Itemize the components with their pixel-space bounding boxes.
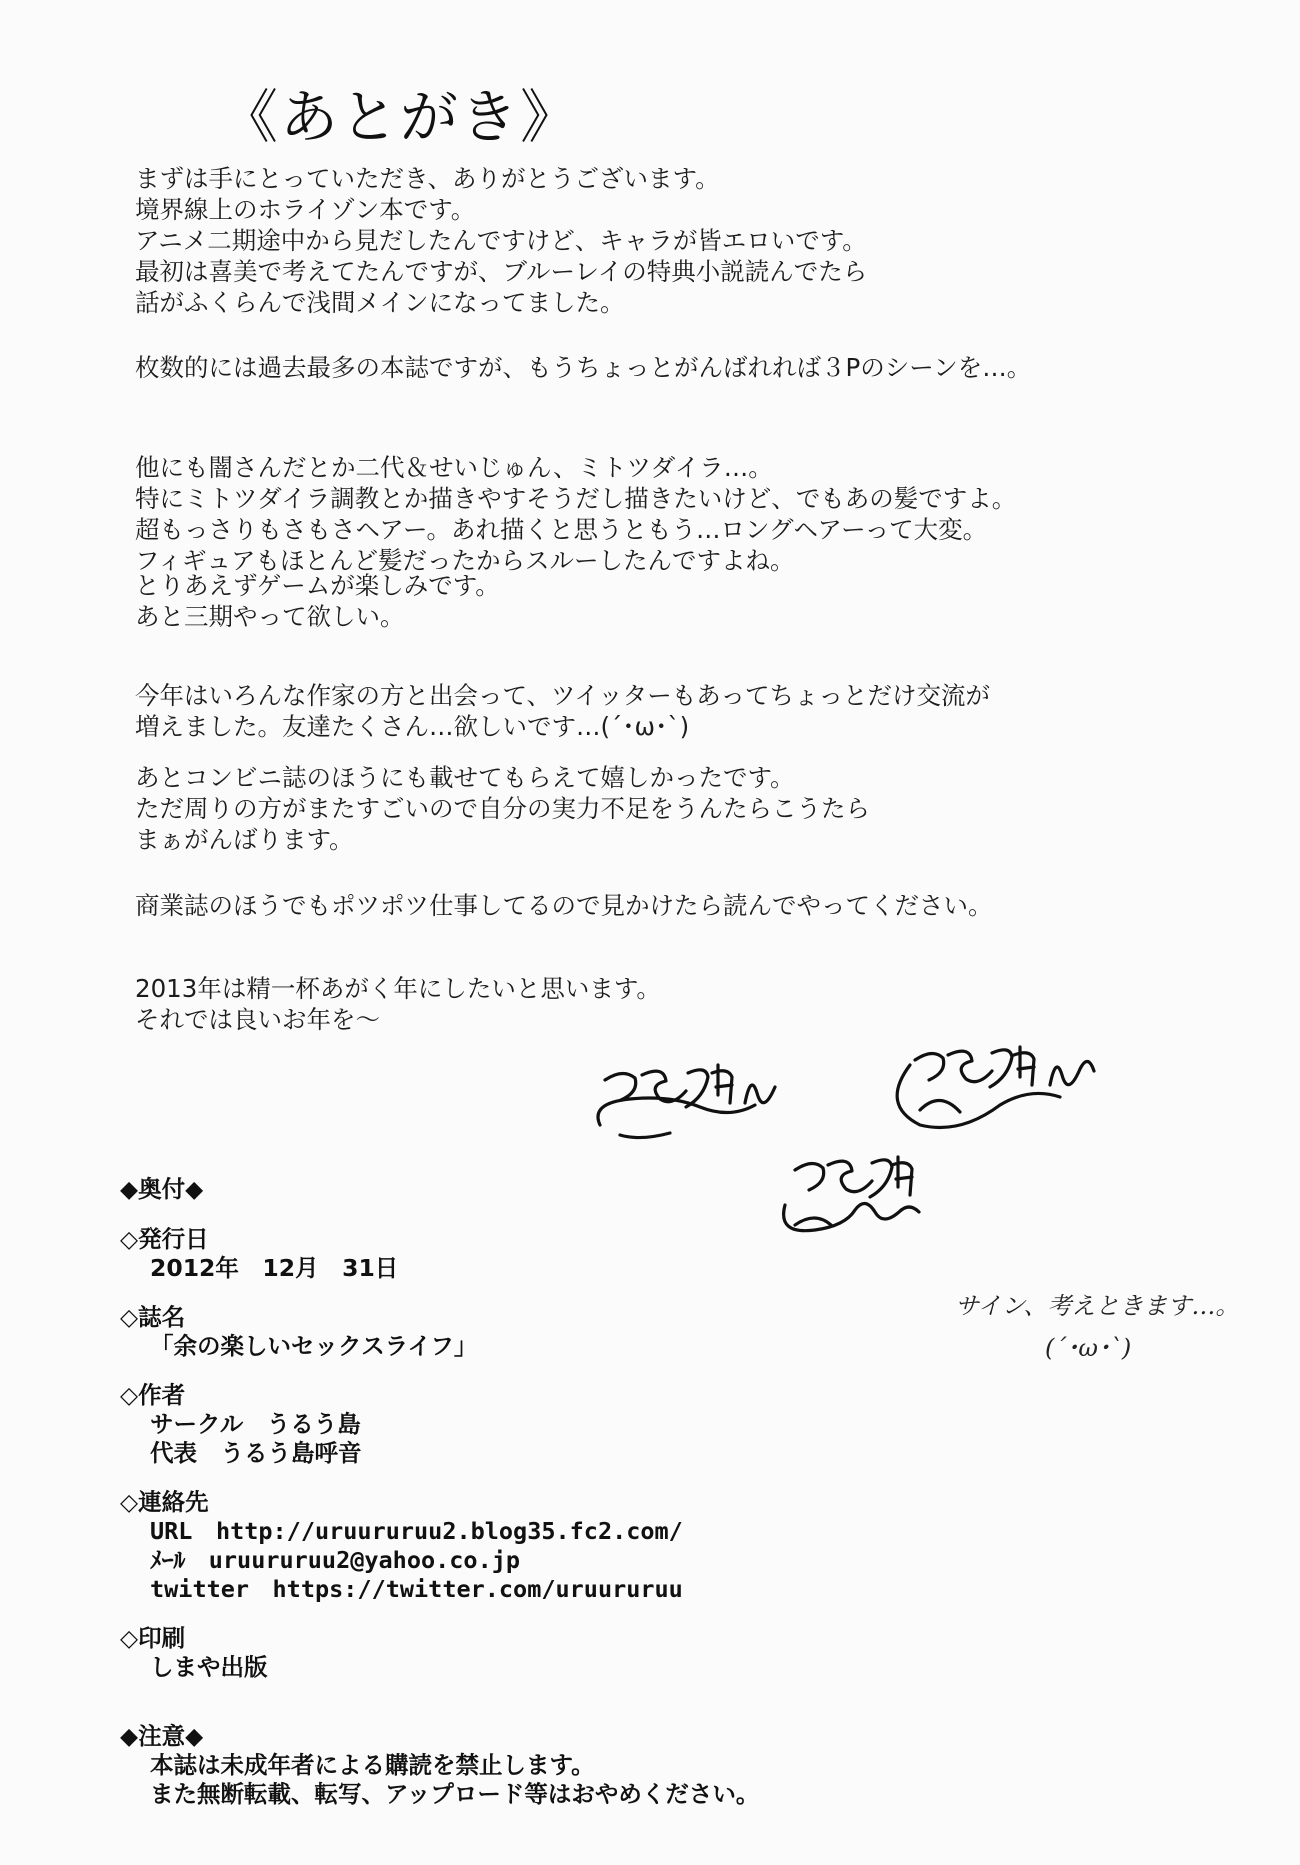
text-line: 超もっさりもさもさヘアー。あれ描くと思うともう…ロングヘアーって大変。 <box>135 515 988 544</box>
text-line: ただ周りの方がまたすごいので自分の実力不足をうんたらこうたら <box>135 794 870 823</box>
note-text: サイン、考えときます…。 <box>955 1292 1240 1320</box>
paragraph-game <box>135 570 500 632</box>
text-line: 商業誌のほうでもポツポツ仕事してるので見かけたら読んでやってください。 <box>135 891 993 920</box>
signature-scribble <box>598 1065 775 1138</box>
text-line: あと三期やって欲しい。 <box>135 602 405 631</box>
colophon <box>120 1175 759 1809</box>
text-line: とりあえずゲームが楽しみです。 <box>135 571 500 600</box>
text-line: あとコンビニ誌のほうにも載せてもらえて嬉しかったです。 <box>135 763 795 792</box>
contact-label: ◇連絡先 <box>120 1488 209 1516</box>
text-line: 他にも闇さんだとか二代＆せいじゅん、ミトツダイラ…。 <box>135 453 773 482</box>
text-line: 2013年は精一杯あがく年にしたいと思います。 <box>135 974 661 1003</box>
signature-scribble <box>784 1157 919 1231</box>
text-line: アニメ二期途中から見だしたんですけど、キャラが皆エロいです。 <box>135 226 867 255</box>
title-label: ◇誌名 <box>120 1303 186 1331</box>
text-line: 今年はいろんな作家の方と出会って、ツイッターもあってちょっとだけ交流が <box>135 681 991 710</box>
note-face: (´･ω･`) <box>1045 1334 1132 1362</box>
print-value: しまや出版 <box>150 1653 268 1681</box>
paragraph-characters <box>135 452 1016 576</box>
paragraph-pages <box>135 352 1031 383</box>
text-line: 話がふくらんで浅間メインになってました。 <box>135 288 625 317</box>
contact-mail: ﾒｰﾙ uruururuu2@yahoo.co.jp <box>150 1546 521 1574</box>
date-value: 2012年 12月 31日 <box>150 1254 399 1282</box>
text-line: まぁがんばります。 <box>135 825 354 854</box>
contact-twitter: twitter https://twitter.com/uruururuu <box>150 1575 683 1603</box>
contact-url: URL http://uruururuu2.blog35.fc2.com/ <box>150 1517 683 1545</box>
print-label: ◇印刷 <box>120 1624 186 1652</box>
title-value: 「余の楽しいセックスライフ」 <box>150 1332 478 1360</box>
text-line: 枚数的には過去最多の本誌ですが、もうちょっとがんばれれば３Pのシーンを…。 <box>135 353 1032 382</box>
text-line: 境界線上のホライゾン本です。 <box>135 195 476 224</box>
text-line: それでは良いお年を～ <box>135 1005 380 1034</box>
afterword-title: 《あとがき》 <box>220 83 581 151</box>
paragraph-friends <box>135 680 990 742</box>
text-line: 増えました。友達たくさん…欲しいです…(´･ω･`) <box>135 712 690 741</box>
notice-line: 本誌は未成年者による購読を禁止します。 <box>150 1751 595 1779</box>
paragraph-intro <box>135 163 867 318</box>
author-label: ◇作者 <box>120 1381 186 1409</box>
circle-name: サークル うるう島 <box>150 1410 361 1438</box>
paragraph-commercial <box>135 890 993 921</box>
text-line: フィギュアもほとんど髪だったからスルーしたんですよね。 <box>135 546 795 575</box>
signature-scribble <box>897 1047 1094 1128</box>
paragraph-convenience <box>135 762 870 855</box>
text-line: 特にミトツダイラ調教とか描きやすそうだし描きたいけど、でもあの髪ですよ。 <box>135 484 1017 513</box>
colophon-heading: ◆奥付◆ <box>120 1175 204 1203</box>
notice-label: ◆注意◆ <box>120 1722 204 1750</box>
handwritten-note <box>955 1285 1239 1369</box>
representative-name: 代表 うるう島呼音 <box>150 1439 362 1467</box>
text-line: まずは手にとっていただき、ありがとうございます。 <box>135 164 720 193</box>
date-label: ◇発行日 <box>120 1225 209 1253</box>
text-line: 最初は喜美で考えてたんですが、ブルーレイの特典小説読んでたら <box>135 257 868 286</box>
notice-line: また無断転載、転写、アップロード等はおやめください。 <box>150 1780 760 1808</box>
